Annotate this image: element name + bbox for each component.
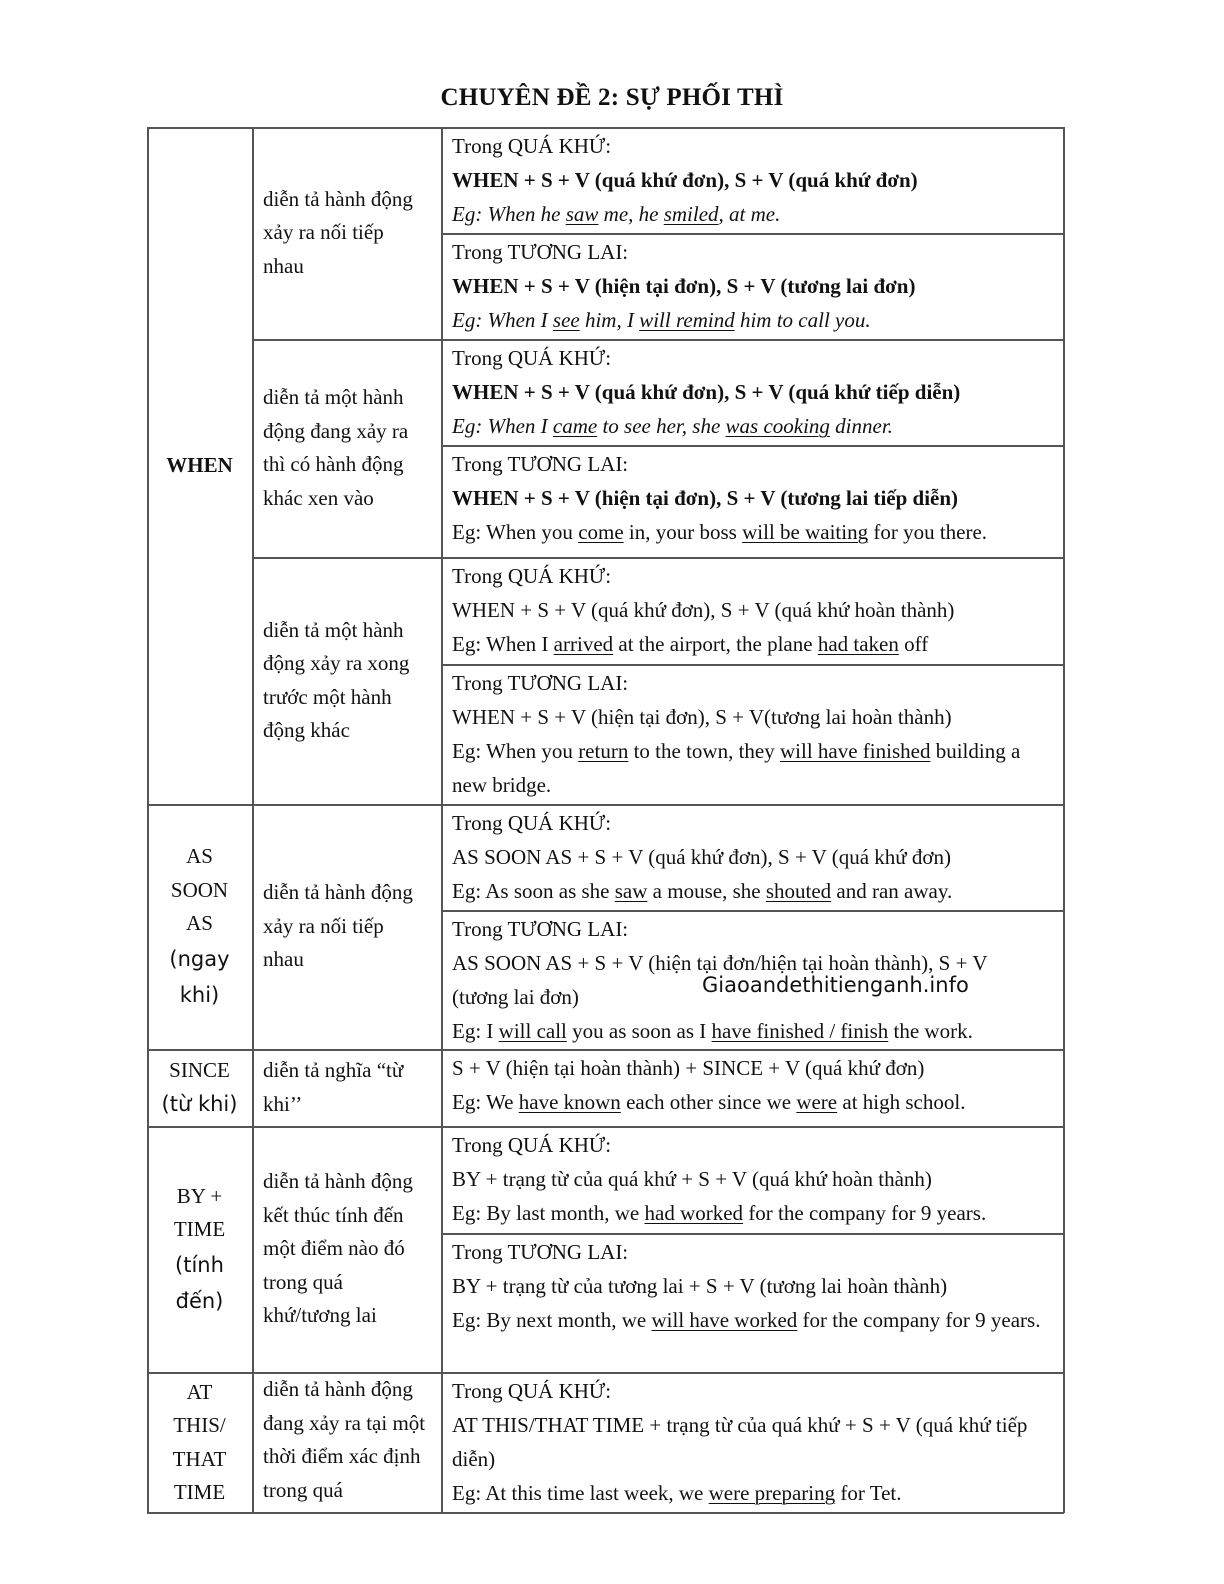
formula-continued: (tương lai đơn) xyxy=(452,985,579,1009)
usage-when-interrupt xyxy=(253,339,441,557)
conjunction-since xyxy=(147,1049,252,1126)
usage-text: diễn tả hành động xảy ra nối tiếp nhau xyxy=(263,880,413,972)
rule-when-past-simple xyxy=(442,127,1063,233)
conjunction-label-line: AS xyxy=(186,844,213,869)
formula: WHEN + S + V (quá khứ đơn), S + V (quá khứ đơn) xyxy=(452,168,918,192)
rule-by-time-future xyxy=(442,1233,1063,1372)
example-sentence: Eg: When you return to the town, they will have finished building a new bridge. xyxy=(452,739,1021,797)
conjunction-label-line: TIME xyxy=(173,1217,226,1241)
usage-by-time xyxy=(253,1126,441,1372)
tense-label-past: Trong QUÁ KHỨ: xyxy=(452,346,612,370)
tense-label-future: Trong TƯƠNG LAI: xyxy=(452,452,629,476)
example-sentence: Eg: By last month, we had worked for the company for 9 years. xyxy=(452,1201,987,1225)
tense-label-past: Trong QUÁ KHỨ: xyxy=(452,811,612,835)
formula: WHEN + S + V (hiện tại đơn), S + V (tương lai đơn) xyxy=(452,274,916,298)
usage-text: diễn tả một hành động đang xảy ra thì có hành động khác xen vào xyxy=(263,385,409,510)
conjunction-as-soon-as xyxy=(147,804,252,1049)
rule-when-future-perfect xyxy=(442,664,1063,804)
usage-at-time xyxy=(253,1372,441,1513)
usage-when-sequence xyxy=(253,127,441,339)
conjunction-meaning-line: (từ khi) xyxy=(161,1091,238,1116)
rule-as-soon-as-past xyxy=(442,804,1063,910)
conjunction-by-time xyxy=(147,1126,252,1372)
conjunction-label-line: BY + xyxy=(176,1183,223,1208)
conjunction-meaning-line: khi) xyxy=(179,982,220,1007)
tense-label-past: Trong QUÁ KHỨ: xyxy=(452,1133,612,1157)
conjunction-label-line: THIS/ xyxy=(173,1413,226,1437)
tense-label-future: Trong TƯƠNG LAI: xyxy=(452,1240,629,1264)
table-border-right xyxy=(1063,127,1065,1513)
rule-by-time-past xyxy=(442,1126,1063,1233)
rule-when-future-continuous xyxy=(442,445,1063,557)
formula: WHEN + S + V (hiện tại đơn), S + V (tương lai tiếp diễn) xyxy=(452,486,959,510)
conjunction-at-this-that-time xyxy=(147,1372,252,1513)
tense-label-past: Trong QUÁ KHỨ: xyxy=(452,1379,612,1403)
conjunction-meaning-line: (ngay xyxy=(169,946,230,971)
formula: WHEN + S + V (hiện tại đơn), S + V(tương lai hoàn thành) xyxy=(452,705,952,729)
usage-since xyxy=(253,1049,441,1126)
conjunction-when xyxy=(147,127,252,804)
example-sentence: Eg: When he saw me, he smiled, at me. xyxy=(452,202,781,226)
example-sentence: Eg: When I came to see her, she was cooking dinner. xyxy=(452,414,893,438)
rule-when-past-perfect xyxy=(442,557,1063,664)
usage-when-completed xyxy=(253,557,441,804)
conjunction-label-line: AS xyxy=(186,911,213,936)
tense-label-past: Trong QUÁ KHỨ: xyxy=(452,564,612,588)
example-sentence: Eg: When you come in, your boss will be waiting for you there. xyxy=(452,520,988,544)
conjunction-label-line: TIME xyxy=(173,1480,226,1504)
example-sentence: Eg: I will call you as soon as I have finished / finish the work. xyxy=(452,1019,973,1043)
conjunction-label-line: THAT xyxy=(172,1446,227,1471)
usage-text: diễn tả một hành động xảy ra xong trước một hành động khác xyxy=(263,617,410,742)
example-sentence: Eg: As soon as she saw a mouse, she shouted and ran away. xyxy=(452,879,953,903)
usage-as-soon-as xyxy=(253,804,441,1049)
example-sentence: Eg: When I see him, I will remind him to call you. xyxy=(452,308,871,332)
example-sentence: Eg: By next month, we will have worked for the company for 9 years. xyxy=(452,1308,1041,1332)
rule-when-past-continuous xyxy=(442,339,1063,445)
formula: AS SOON AS + S + V (quá khứ đơn), S + V (quá khứ đơn) xyxy=(452,845,951,869)
rule-at-this-that-time xyxy=(442,1372,1063,1513)
tense-table xyxy=(147,127,1064,1513)
usage-text: diễn tả nghĩa “từ khi’’ xyxy=(263,1058,404,1116)
conjunction-meaning-line: (tính xyxy=(175,1252,224,1277)
example-sentence: Eg: When I arrived at the airport, the plane had taken off xyxy=(452,632,929,656)
tense-label-future: Trong TƯƠNG LAI: xyxy=(452,671,629,695)
formula: S + V (hiện tại hoàn thành) + SINCE + V (quá khứ đơn) xyxy=(452,1056,925,1080)
formula: WHEN + S + V (quá khứ đơn), S + V (quá khứ hoàn thành) xyxy=(452,598,955,622)
usage-text: diễn tả hành động xảy ra nối tiếp nhau xyxy=(263,186,413,278)
rule-when-future-simple xyxy=(442,233,1063,339)
example-sentence: Eg: At this time last week, we were preparing for Tet. xyxy=(452,1481,902,1505)
formula: AS SOON AS + S + V (hiện tại đơn/hiện tại hoàn thành), S + V xyxy=(452,951,988,975)
usage-text: diễn tả hành động đang xảy ra tại một thời điểm xác định trong quá xyxy=(263,1377,426,1502)
conjunction-label-line: SINCE xyxy=(169,1058,230,1082)
watermark-text: Giaoandethitienganh.info xyxy=(702,973,969,997)
formula: AT THIS/THAT TIME + trạng từ của quá khứ + S + V (quá khứ tiếp diễn) xyxy=(452,1413,1028,1471)
usage-text: diễn tả hành động kết thúc tính đến một điểm nào đó trong quá khứ/tương lai xyxy=(263,1169,413,1328)
conjunction-label-line: SOON xyxy=(170,877,229,902)
conjunction-label: WHEN xyxy=(166,453,233,477)
formula: BY + trạng từ của quá khứ + S + V (quá khứ hoàn thành) xyxy=(452,1167,932,1191)
tense-label-future: Trong TƯƠNG LAI: xyxy=(452,240,629,264)
example-sentence: Eg: We have known each other since we were at high school. xyxy=(452,1090,966,1114)
conjunction-label-line: AT xyxy=(186,1379,213,1404)
formula: WHEN + S + V (quá khứ đơn), S + V (quá khứ tiếp diễn) xyxy=(452,380,961,404)
document-title: CHUYÊN ĐỀ 2: SỰ PHỐI THÌ xyxy=(440,84,784,111)
formula: BY + trạng từ của tương lai + S + V (tương lai hoàn thành) xyxy=(452,1274,948,1298)
tense-label-past: Trong QUÁ KHỨ: xyxy=(452,134,612,158)
tense-label-future: Trong TƯƠNG LAI: xyxy=(452,917,629,941)
rule-since xyxy=(442,1049,1063,1126)
conjunction-meaning-line: đến) xyxy=(175,1288,224,1313)
